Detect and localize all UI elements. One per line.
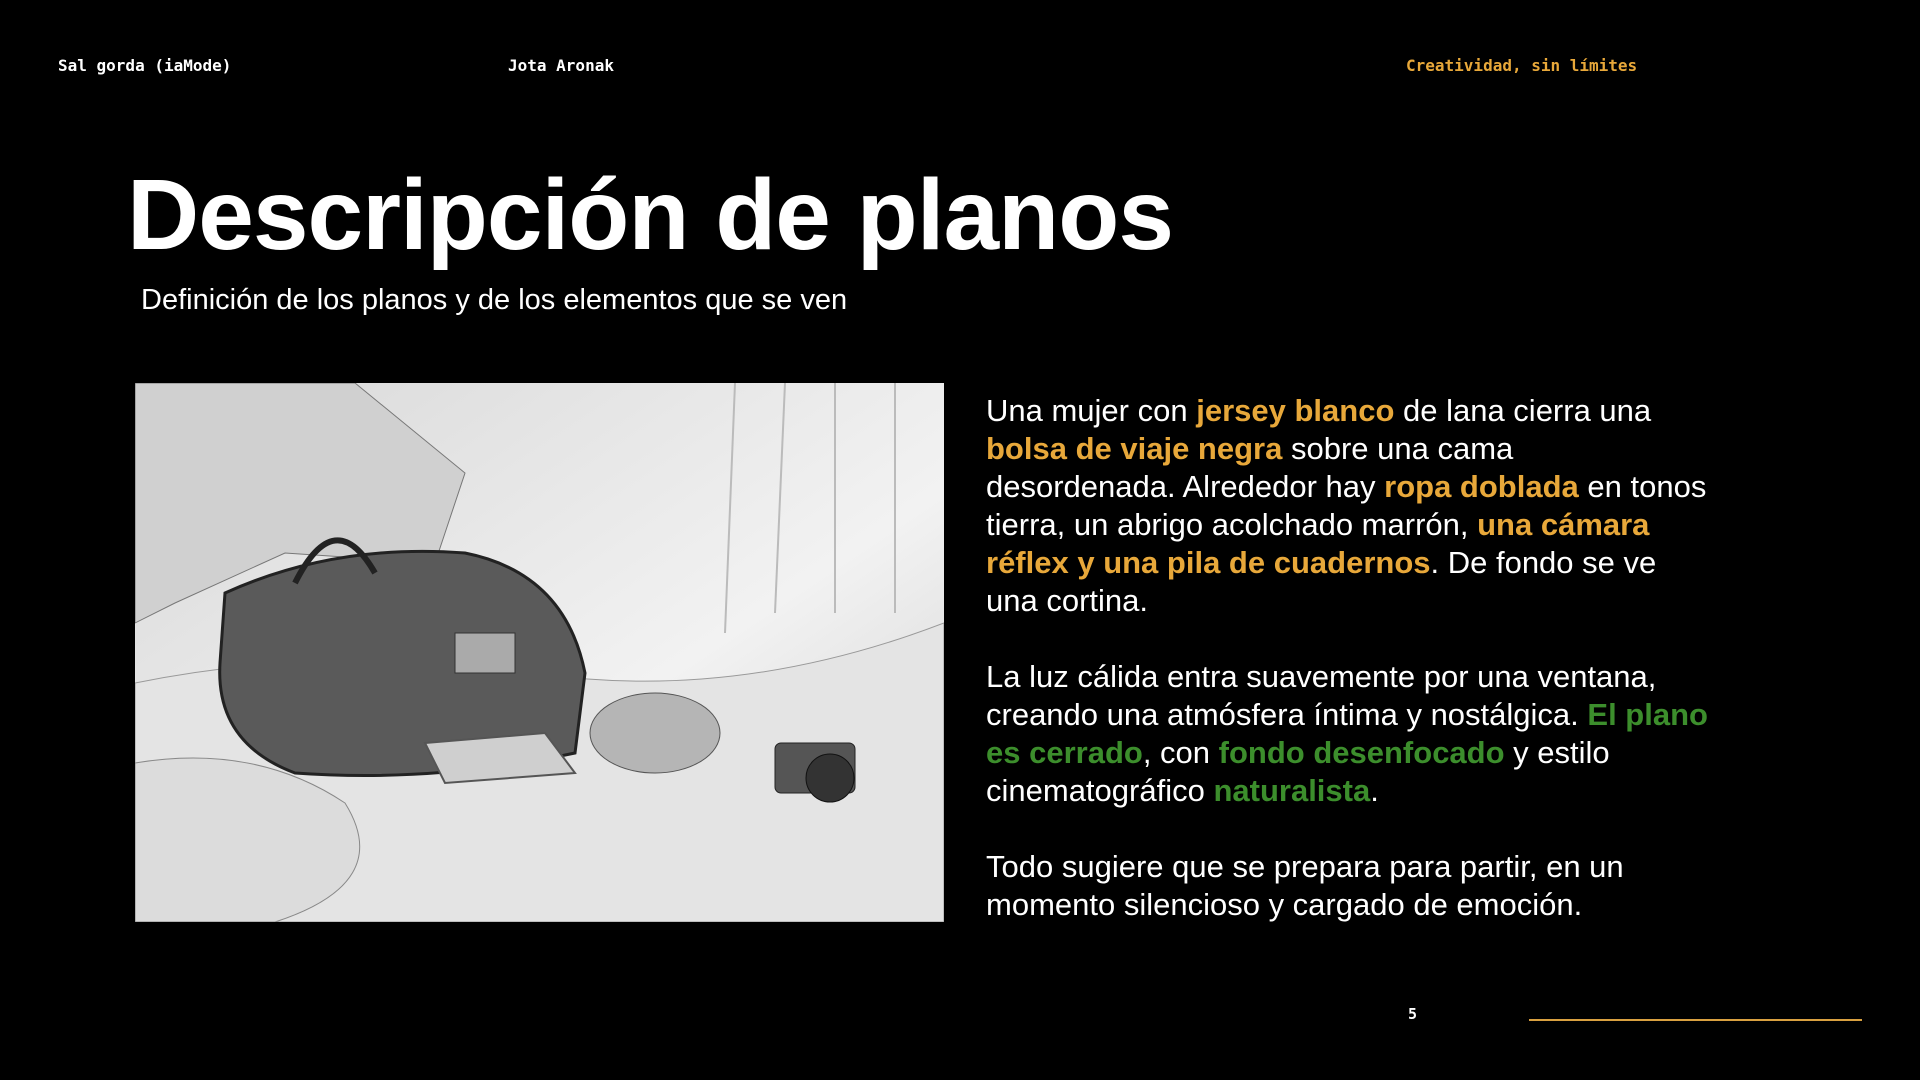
text-segment: sobre una cama xyxy=(1282,431,1514,466)
text-segment: . xyxy=(1370,773,1379,808)
description-paragraph xyxy=(986,658,1766,810)
text-line xyxy=(986,886,1766,924)
text-line xyxy=(986,430,1766,468)
presentation-name: Sal gorda (iaMode) xyxy=(58,56,232,75)
highlighted-text: El plano xyxy=(1587,697,1708,732)
text-line xyxy=(986,696,1766,734)
text-segment: y estilo xyxy=(1504,735,1610,770)
text-segment: cinematográfico xyxy=(986,773,1214,808)
sketch-image xyxy=(135,383,944,922)
highlighted-text: bolsa de viaje negra xyxy=(986,431,1283,466)
highlighted-text: fondo desenfocado xyxy=(1218,735,1505,770)
text-segment: , con xyxy=(1142,735,1219,770)
text-line xyxy=(986,658,1766,696)
description-paragraph xyxy=(986,848,1766,924)
text-segment: de lana cierra una xyxy=(1394,393,1652,428)
slide-subtitle: Definición de los planos y de los elementos que se ven xyxy=(141,284,848,316)
footer-divider xyxy=(1529,1019,1862,1021)
page-number: 5 xyxy=(1408,1005,1418,1023)
text-line xyxy=(986,544,1766,582)
description-text xyxy=(986,392,1766,962)
text-segment: tierra, un abrigo acolchado marrón, xyxy=(986,507,1478,542)
author-name: Jota Aronak xyxy=(508,56,614,75)
highlighted-text: es cerrado xyxy=(986,735,1143,770)
text-segment: . De fondo se ve xyxy=(1430,545,1657,580)
text-line xyxy=(986,582,1766,620)
description-paragraph xyxy=(986,392,1766,620)
highlighted-text: una cámara xyxy=(1477,507,1650,542)
text-segment: La luz cálida entra suavemente por una ventana, xyxy=(986,659,1657,694)
highlighted-text: naturalista xyxy=(1213,773,1371,808)
text-line xyxy=(986,772,1766,810)
text-segment: Todo sugiere que se prepara para partir, en un xyxy=(986,849,1624,884)
text-line xyxy=(986,734,1766,772)
slide-title: Descripción de planos xyxy=(127,159,1173,271)
text-segment: Una mujer con xyxy=(986,393,1197,428)
text-line xyxy=(986,468,1766,506)
text-segment: una cortina. xyxy=(986,583,1148,618)
text-segment: creando una atmósfera íntima y nostálgica. xyxy=(986,697,1588,732)
highlighted-text: ropa doblada xyxy=(1384,469,1579,504)
text-segment: en tonos xyxy=(1578,469,1707,504)
text-segment: momento silencioso y cargado de emoción. xyxy=(986,887,1583,922)
highlighted-text: réflex y una pila de cuadernos xyxy=(986,545,1431,580)
text-line xyxy=(986,392,1766,430)
text-line xyxy=(986,506,1766,544)
text-line xyxy=(986,848,1766,886)
highlighted-text: jersey blanco xyxy=(1196,393,1395,428)
tagline: Creatividad, sin límites xyxy=(1406,56,1638,75)
text-segment: desordenada. Alrededor hay xyxy=(986,469,1385,504)
